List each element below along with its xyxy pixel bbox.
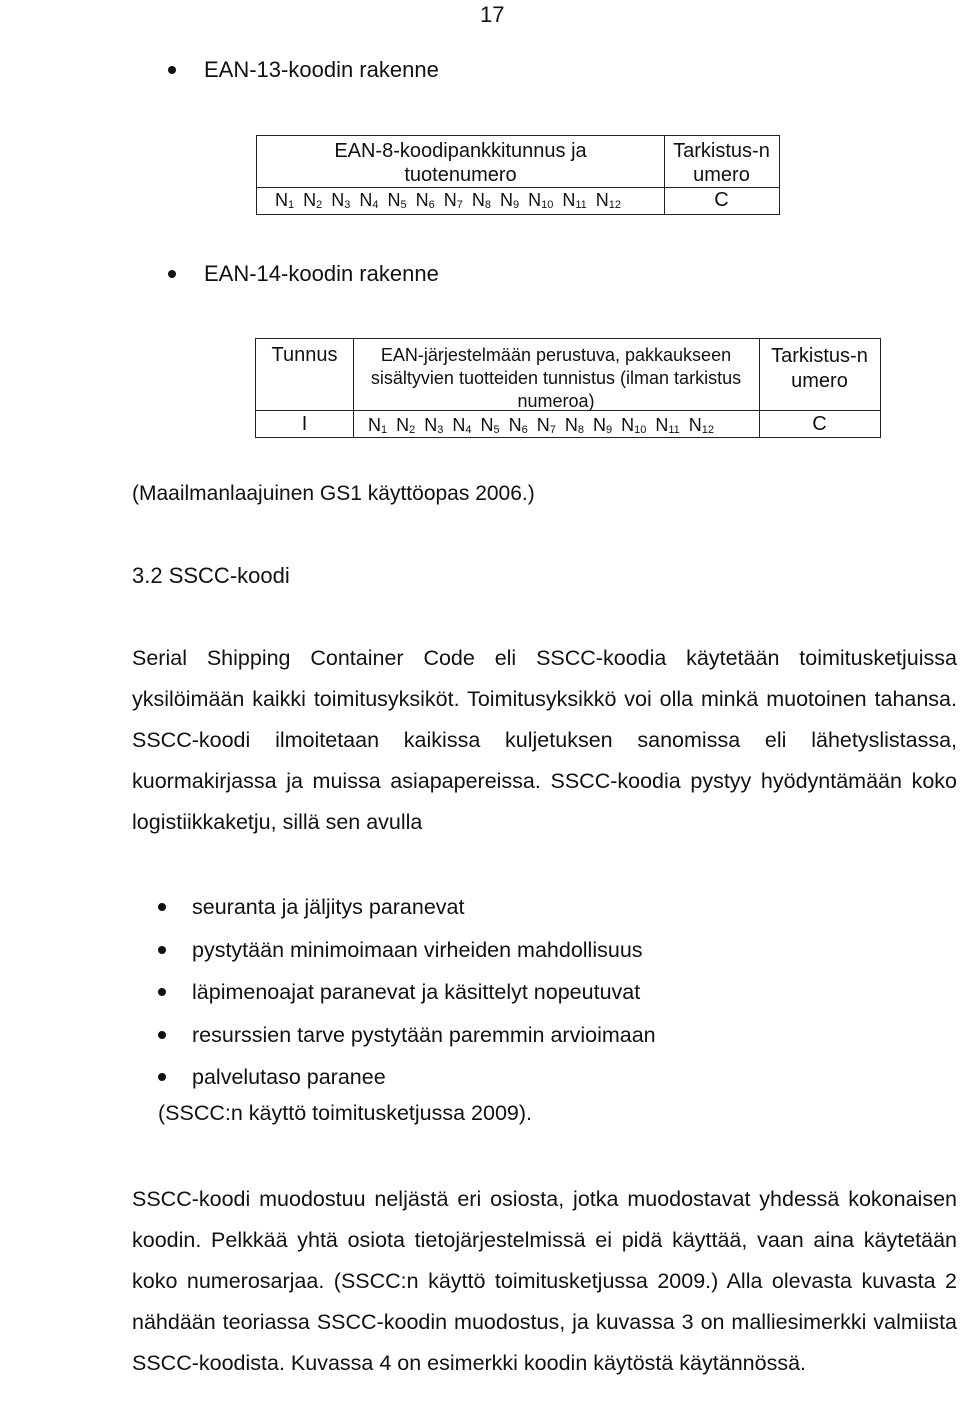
digit-cell: $N_5$ [387,190,407,211]
source-citation: (Maailmanlaajuinen GS1 käyttöopas 2006.) [132,482,535,505]
digit-cell: $N_6$ [508,415,528,436]
ean13-digit-row [275,190,630,211]
digit-cell: $N_2$ [303,190,323,211]
benefits-list [158,886,918,1099]
digit-cell: $N_{11}$ [655,415,680,436]
bullet-icon [158,988,166,996]
digit-cell: $N_{12}$ [688,415,715,436]
digit-cell: $N_4$ [359,190,379,211]
ean13-heading [168,57,439,83]
list-item: pystytään minimoimaan virheiden mahdollisuus [158,929,918,972]
body-paragraph: Serial Shipping Container Code eli SSCC-koodia käytetään toimitusketjuissa yksilöimään kaikki toimitusyksiköt. Toimitusyksikkö voi olla minkä muotoinen tahansa. SSCC-koodi ilmoitetaan kaikissa kuljetuksen sanomissa eli lähetyslistassa, kuormakirjassa ja muissa asiapapereissa. SSCC-koodia pystyy hyödyntämään koko logistiikkaketju, sillä sen avulla [132,646,957,834]
ean14-check-digit: C [812,413,827,435]
ean13-main-header: EAN-8-koodipankkitunnus ja tuotenumero [334,140,587,186]
ean14-digit-row [368,415,723,436]
ean14-indicator-digit: I [301,413,308,435]
body-paragraph: SSCC-koodi muodostuu neljästä eri osiosta, jotka muodostavat yhdessä kokonaisen koodin. Pelkkää yhtä osiota tietojärjestelmissä ei pidä käyttää, vaan aina käytetään koko numerosarjaa. (SSCC:n käyttö toimitusketjussa 2009.) Alla olevasta kuvasta 2 nähdään teoriassa SSCC-koodin muodostus, ja kuvassa 3 on malliesimerkki valmiista SSCC-koodista. Kuvassa 4 on esimerkki koodin käytöstä käytännössä. [132,1187,957,1375]
ean14-check-header: Tarkistus-numero [771,345,868,392]
bullet-icon [158,1031,166,1039]
digit-cell: $N_9$ [500,190,520,211]
digit-cell: $N_{11}$ [562,190,587,211]
digit-cell: $N_{10}$ [528,190,554,211]
ean14-main-header: EAN-järjestelmään perustuva, pakkaukseen sisältyvien tuotteiden tunnistus (ilman tarkistus numeroa) [370,345,742,411]
digit-cell: $N_7$ [536,415,556,436]
digit-cell: $N_7$ [443,190,463,211]
digit-cell: $N_2$ [396,415,416,436]
list-item: resurssien tarve pystytään paremmin arvioimaan [158,1014,918,1057]
page-number: 17 [480,2,505,27]
digit-cell: $N_4$ [452,415,472,436]
bullet-icon [168,270,176,278]
ean13-heading-text: EAN-13-koodin rakenne [204,57,439,82]
digit-cell: $N_1$ [275,190,295,211]
section-heading: 3.2 SSCC-koodi [132,563,290,588]
ean13-check-header: Tarkistus-numero [673,140,770,186]
digit-cell: $N_{10}$ [621,415,647,436]
digit-cell: $N_9$ [593,415,613,436]
ean13-check-digit: C [714,189,729,211]
bullet-icon [168,66,176,74]
ean14-indicator-header: Tunnus [271,344,338,366]
list-item: läpimenoajat paranevat ja käsittelyt nopeutuvat [158,971,918,1014]
ean14-heading-text: EAN-14-koodin rakenne [204,261,439,286]
ean14-heading [168,261,439,287]
digit-cell: $N_8$ [564,415,584,436]
bullet-icon [158,903,166,911]
list-item: seuranta ja jäljitys paranevat [158,886,918,929]
ean13-structure-table [256,135,780,215]
digit-cell: $N_3$ [331,190,351,211]
digit-cell: $N_{12}$ [595,190,622,211]
digit-cell: $N_1$ [368,415,388,436]
digit-cell: $N_6$ [415,190,435,211]
list-item: palvelutaso paranee [158,1056,918,1099]
bullet-icon [158,946,166,954]
digit-cell: $N_3$ [424,415,444,436]
digit-cell: $N_5$ [480,415,500,436]
digit-cell: $N_8$ [471,190,491,211]
ean14-structure-table [255,338,881,438]
bullet-icon [158,1073,166,1081]
source-citation: (SSCC:n käyttö toimitusketjussa 2009). [158,1101,533,1125]
